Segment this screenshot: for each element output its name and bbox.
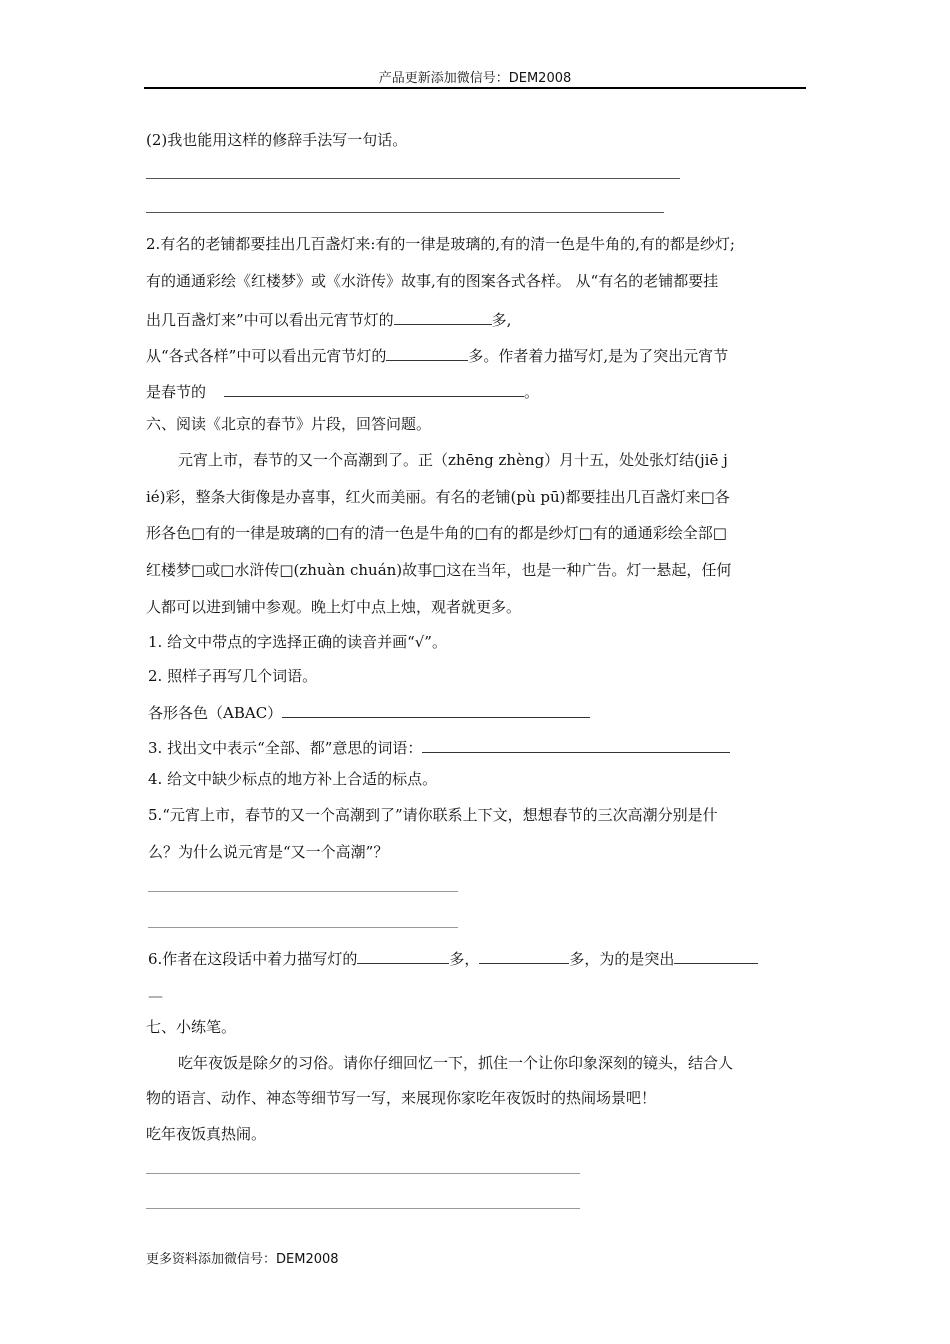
question-text: 6.作者在这段话中着力描写灯的	[148, 950, 358, 968]
question-text: 多，	[449, 950, 480, 968]
fill-blank[interactable]	[422, 735, 730, 753]
answer-line[interactable]	[146, 1208, 580, 1209]
passage-line: ié)彩，整条大街像是办喜事，红火而美丽。有名的老铺(pù pū)都要挂出几百盏灯来□各	[146, 488, 730, 506]
fill-blank[interactable]	[224, 379, 524, 397]
fill-blank[interactable]	[394, 307, 492, 325]
question-text: 多,	[491, 311, 512, 329]
section-6-title: 六、阅读《北京的春节》片段，回答问题。	[146, 415, 432, 433]
question-text: 从“各式各样”中可以看出元宵节灯的	[146, 347, 387, 365]
question-text: 是春节的	[146, 383, 207, 401]
fill-blank[interactable]	[386, 343, 468, 361]
answer-line[interactable]	[148, 891, 458, 892]
question-2-line-5	[146, 379, 539, 402]
question-2-line-3	[146, 307, 511, 330]
section-7-title: 七、小练笔。	[146, 1018, 237, 1036]
question-3	[148, 735, 730, 758]
fill-blank[interactable]	[282, 700, 590, 718]
answer-line[interactable]	[146, 1173, 580, 1174]
question-6-tail: —	[148, 987, 163, 1005]
page-footer: 更多资料添加微信号：DEM2008	[146, 1252, 339, 1267]
question-6	[148, 946, 758, 969]
answer-line[interactable]	[148, 927, 458, 928]
passage-line: 红楼梦□或□水浒传□(zhuàn chuán)故事□这在当年，也是一种广告。灯一悬起，任何	[146, 561, 732, 579]
question-5-line-2: 么？为什么说元宵是“又一个高潮”？	[148, 843, 389, 861]
question-5-line-1: 5.“元宵上市，春节的又一个高潮到了”请你联系上下文，想想春节的三次高潮分别是什	[148, 806, 718, 824]
question-1: 1. 给文中带点的字选择正确的读音并画“√”。	[148, 633, 447, 651]
exercise-heading: 吃年夜饭真热闹。	[146, 1125, 267, 1143]
question-2-line-2: 有的通通彩绘《红楼梦》或《水浒传》故事,有的图案各式各样。 从“有名的老铺都要挂	[146, 272, 719, 290]
question-text: 多。作者着力描写灯,是为了突出元宵节	[468, 347, 729, 365]
question-2-line-1	[146, 234, 735, 254]
question-2-example	[148, 700, 590, 723]
answer-line[interactable]	[146, 212, 664, 213]
question-2: 2. 照样子再写几个词语。	[148, 667, 318, 685]
passage-line: 人都可以进到铺中参观。晚上灯中点上烛，观者就更多。	[146, 598, 522, 616]
exercise-instruction-line-2: 物的语言、动作、神态等细节写一写，来展现你家吃年夜饭时的热闹场景吧！	[146, 1089, 657, 1107]
question-text: 出几百盏灯来”中可以看出元宵节灯的	[146, 311, 394, 329]
fill-blank[interactable]	[357, 946, 449, 964]
passage-line: 形各色□有的一律是玻璃的□有的清一色是牛角的□有的都是纱灯□有的通通彩绘全部□	[146, 524, 727, 542]
question-text: 3. 找出文中表示“全部、都”意思的词语：	[148, 739, 423, 757]
question-text: 多，为的是突出	[569, 950, 675, 968]
fill-blank[interactable]	[479, 946, 569, 964]
question-number: 2.	[146, 235, 161, 253]
fill-blank[interactable]	[674, 946, 758, 964]
q2-prompt: (2)我也能用这样的修辞手法写一句话。	[146, 131, 408, 149]
passage-line: 元宵上市，春节的又一个高潮到了。正（zhēng zhèng）月十五，处处张灯结(jiē j	[178, 451, 728, 469]
header-divider	[144, 87, 806, 89]
question-text: 有名的老铺都要挂出几百盏灯来:有的一律是玻璃的,有的清一色是牛角的,有的都是纱灯;	[160, 235, 735, 253]
question-4: 4. 给文中缺少标点的地方补上合适的标点。	[148, 770, 438, 788]
answer-line[interactable]	[146, 178, 680, 179]
page-header: 产品更新添加微信号：DEM2008	[378, 71, 572, 86]
exercise-instruction-line-1: 吃年夜饭是除夕的习俗。请你仔细回忆一下，抓住一个让你印象深刻的镜头，结合人	[178, 1054, 734, 1072]
question-text: 。	[524, 383, 540, 401]
question-2-line-4	[146, 343, 728, 366]
example-label: 各形各色（ABAC）	[148, 704, 283, 722]
